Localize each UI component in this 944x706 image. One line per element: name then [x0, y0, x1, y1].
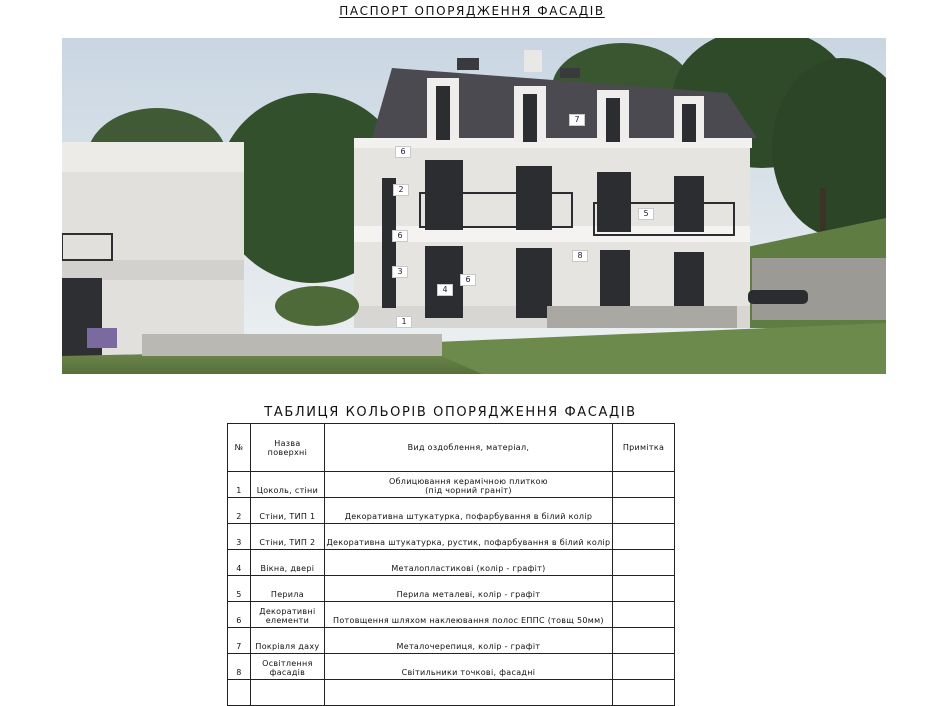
row-note — [613, 550, 675, 576]
table-row — [228, 576, 675, 602]
row-num: 2 — [228, 498, 251, 524]
row-finish — [324, 654, 612, 680]
header-finish: Вид оздоблення, матеріал, — [324, 424, 612, 472]
row-surface-line: Стіни, ТИП 2 — [259, 538, 316, 547]
row-surface — [250, 628, 324, 654]
row-num — [228, 680, 251, 706]
table-row — [228, 498, 675, 524]
row-num: 4 — [228, 550, 251, 576]
row-surface — [250, 524, 324, 550]
table-row — [228, 680, 675, 706]
row-finish-line: Перила металеві, колір - графіт — [396, 590, 541, 599]
header-surface-line: Назва — [274, 438, 301, 448]
table-row — [228, 654, 675, 680]
render-marker: 8 — [572, 250, 588, 262]
row-surface-line: Цоколь, стіни — [256, 486, 319, 495]
header-surface — [250, 424, 324, 472]
row-surface-line: Вікна, двері — [260, 564, 315, 573]
finish-colors-table — [227, 423, 675, 706]
row-note — [613, 472, 675, 498]
row-surface-line: Декоративні — [259, 607, 316, 616]
row-finish — [324, 576, 612, 602]
row-num: 6 — [228, 602, 251, 628]
row-surface — [250, 550, 324, 576]
facade-render-image — [62, 38, 886, 374]
row-surface-line: елементи — [265, 616, 310, 625]
render-marker: 2 — [393, 184, 409, 196]
row-surface — [250, 472, 324, 498]
row-num: 1 — [228, 472, 251, 498]
row-note — [613, 680, 675, 706]
row-surface — [250, 576, 324, 602]
row-surface — [250, 498, 324, 524]
row-finish — [324, 498, 612, 524]
render-marker: 5 — [638, 208, 654, 220]
row-num: 7 — [228, 628, 251, 654]
render-marker: 4 — [437, 284, 453, 296]
row-note — [613, 524, 675, 550]
row-surface-line: фасадів — [269, 668, 306, 677]
row-surface-line: Покрівля даху — [255, 642, 320, 651]
render-marker: 6 — [395, 146, 411, 158]
row-finish-line: Світильники точкові, фасадні — [401, 668, 536, 677]
render-marker: 6 — [460, 274, 476, 286]
row-finish — [324, 472, 612, 498]
row-finish — [324, 524, 612, 550]
render-marker: 7 — [569, 114, 585, 126]
row-num: 5 — [228, 576, 251, 602]
page-title: ПАСПОРТ ОПОРЯДЖЕННЯ ФАСАДІВ — [339, 4, 605, 18]
render-marker: 1 — [396, 316, 412, 328]
table-row — [228, 550, 675, 576]
row-finish-line: Декоративна штукатурка, пофарбування в білий колір — [344, 512, 593, 521]
row-note — [613, 654, 675, 680]
row-finish — [324, 602, 612, 628]
facade-render-drawing — [62, 38, 886, 374]
row-note — [613, 602, 675, 628]
header-note: Примітка — [613, 424, 675, 472]
row-finish — [324, 680, 612, 706]
table-row — [228, 628, 675, 654]
row-note — [613, 576, 675, 602]
render-marker: 6 — [392, 230, 408, 242]
row-finish-line: Облицювання керамічною плиткою — [388, 477, 548, 486]
table-row — [228, 524, 675, 550]
row-surface — [250, 602, 324, 628]
row-finish-line: Металочерепиця, колір - графіт — [396, 642, 541, 651]
row-finish-line: (під чорний граніт) — [425, 486, 512, 495]
table-row — [228, 602, 675, 628]
table-header-row — [228, 424, 675, 472]
row-num: 3 — [228, 524, 251, 550]
header-surface-line: поверхні — [267, 447, 308, 457]
row-surface-line: Стіни, ТИП 1 — [259, 512, 316, 521]
row-finish-line: Металопластикові (колір - графіт) — [391, 564, 546, 573]
row-finish — [324, 550, 612, 576]
header-num: № — [228, 424, 251, 472]
row-surface-line: Перила — [270, 590, 304, 599]
row-note — [613, 628, 675, 654]
table-title: ТАБЛИЦЯ КОЛЬОРІВ ОПОРЯДЖЕННЯ ФАСАДІВ — [264, 405, 637, 420]
row-finish-line: Декоративна штукатурка, рустик, пофарбування в білий колір — [326, 538, 611, 547]
table-row — [228, 472, 675, 498]
render-marker: 3 — [392, 266, 408, 278]
row-surface-line: Освітлення — [262, 659, 313, 668]
row-surface — [250, 680, 324, 706]
row-surface — [250, 654, 324, 680]
row-num: 8 — [228, 654, 251, 680]
row-finish — [324, 628, 612, 654]
row-note — [613, 498, 675, 524]
row-finish-line: Потовщення шляхом наклеювання полос ЕППС (товщ 50мм) — [333, 616, 604, 625]
